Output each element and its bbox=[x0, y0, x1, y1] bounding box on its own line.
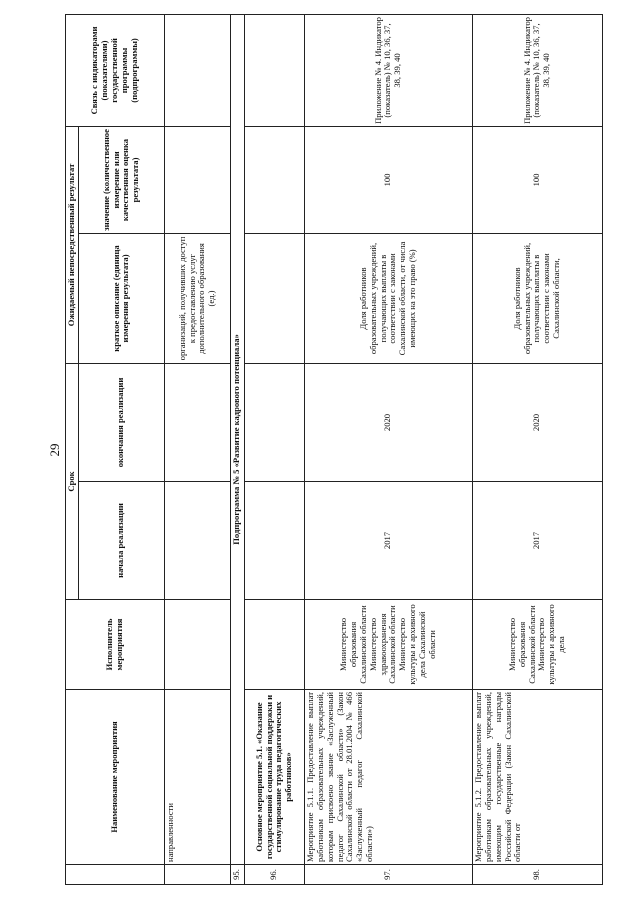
measures-table bbox=[65, 14, 603, 885]
cell-link bbox=[164, 14, 230, 126]
col-name-header: Наименование мероприятия bbox=[66, 690, 165, 865]
table-row-97 bbox=[304, 14, 472, 884]
cell-desc bbox=[244, 233, 304, 363]
header-row-1 bbox=[66, 14, 79, 884]
cell-value: 100 bbox=[472, 126, 602, 233]
col-start-header: начала реализации bbox=[78, 482, 164, 600]
subprogram-title: Подпрограмма № 5 «Развитие кадрового потенциала» bbox=[230, 14, 244, 864]
cell-num bbox=[164, 865, 230, 885]
col-result-header: Ожидаемый непосредственный результат bbox=[66, 126, 79, 363]
cell-link bbox=[244, 14, 304, 126]
cell-num: 98. bbox=[472, 865, 602, 885]
table-row-95 bbox=[230, 14, 244, 884]
cell-name: Мероприятие 5.1.2. Предоставление выплат работникам образовательных учреждений, имеющим государственные награды Российской Федерации (Закон Сахалинской области от bbox=[472, 690, 602, 865]
cell-value: 100 bbox=[304, 126, 472, 233]
cell-name: направленности bbox=[164, 690, 230, 865]
cell-num: 97. bbox=[304, 865, 472, 885]
cell-executor: Министерство образования Сахалинской области Министерство здравоохранения Сахалинской области Министерство культуры и архивного дела Сахалинской области bbox=[304, 600, 472, 690]
cell-value bbox=[244, 126, 304, 233]
rotated-landscape-page bbox=[45, 15, 600, 885]
col-value-header: значение (количественное измерение или качественная оценка результата) bbox=[78, 126, 164, 233]
cell-name: Мероприятие 5.1.1. Предоставление выплат работникам образовательных учреждений, которым присвоено звание «Заслуженный педагог Сахалинской области» (Закон Сахалинской области от 28.01.2004 № 466 «Заслуженный педагог Сахалинской области») bbox=[304, 690, 472, 865]
table-row-98 bbox=[472, 14, 602, 884]
col-num-header bbox=[66, 865, 165, 885]
cell-num: 96. bbox=[244, 865, 304, 885]
cell-start: 2017 bbox=[472, 482, 602, 600]
table-row-continuation bbox=[164, 14, 230, 884]
cell-name: Основное мероприятие 5.1. «Оказание государственной социальной поддержки и стимулирование труда педагогических работников» bbox=[244, 690, 304, 865]
cell-executor bbox=[244, 600, 304, 690]
cell-desc: Доля работников образовательных учреждений, получающих выплаты в соответствии с законами Сахалинской области, от числа имеющих на это право (%) bbox=[304, 233, 472, 363]
cell-num: 95. bbox=[230, 865, 244, 885]
cell-link: Приложение № 4. Индикатор (показатель) № 10, 36, 37, 38, 39, 40 bbox=[304, 14, 472, 126]
col-link-header: Связь с индикаторами (показателями) государственной программы (подпрограммы) bbox=[66, 14, 165, 126]
cell-start bbox=[164, 482, 230, 600]
table-row-96 bbox=[244, 14, 304, 884]
cell-start: 2017 bbox=[304, 482, 472, 600]
cell-end bbox=[244, 363, 304, 481]
cell-executor bbox=[164, 600, 230, 690]
cell-end: 2020 bbox=[304, 363, 472, 481]
col-term-header: Срок bbox=[66, 363, 79, 599]
cell-desc: Доля работников образовательных учреждений, получающих выплаты в соответствии с законами Сахалинской области, bbox=[472, 233, 602, 363]
cell-value bbox=[164, 126, 230, 233]
cell-executor: Министерство образования Сахалинской области Министерство культуры и архивного дела bbox=[472, 600, 602, 690]
cell-end: 2020 bbox=[472, 363, 602, 481]
cell-end bbox=[164, 363, 230, 481]
cell-desc: организаций, получивших доступ к предоставлению услуг дополнительного образования (ед.) bbox=[164, 233, 230, 363]
col-end-header: окончания реализации bbox=[78, 363, 164, 481]
page-number: 29 bbox=[47, 443, 62, 457]
cell-start bbox=[244, 482, 304, 600]
col-executor-header: Исполнитель мероприятия bbox=[66, 600, 165, 690]
cell-link: Приложение № 4. Индикатор (показатель) № 10, 36, 37, 38, 39, 40 bbox=[472, 14, 602, 126]
col-desc-header: краткое описание (единица измерения результата) bbox=[78, 233, 164, 363]
